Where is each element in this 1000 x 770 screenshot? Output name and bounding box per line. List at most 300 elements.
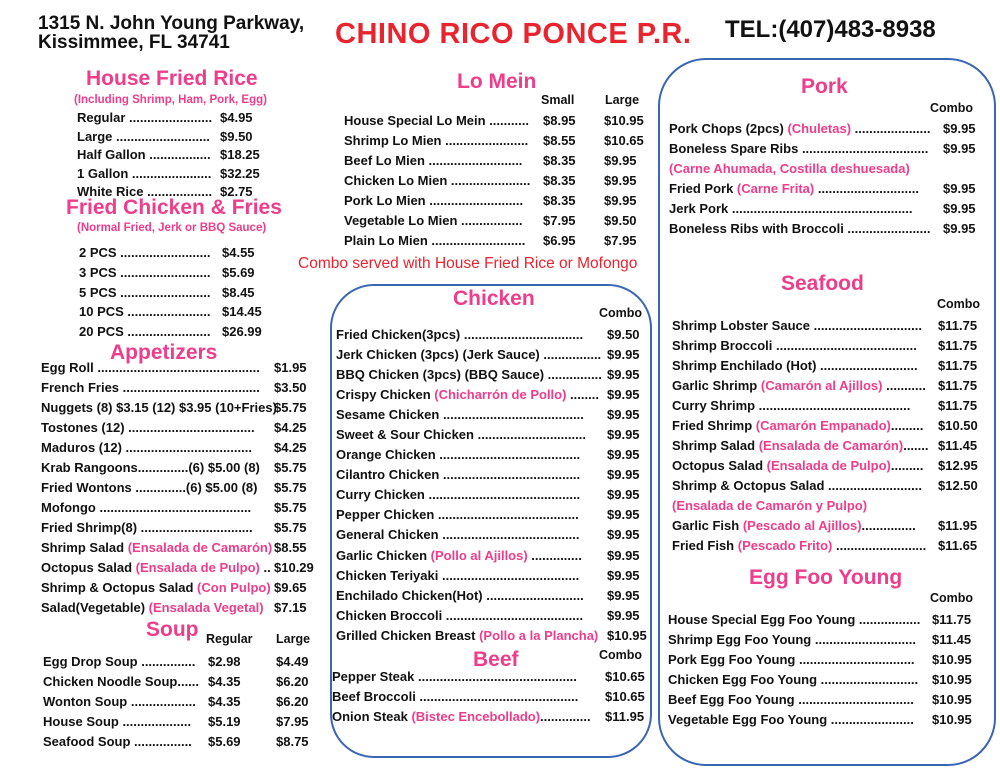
item-name: Wonton Soup .................. [43,694,196,709]
item-spanish-name: (Pescado Frito) [737,538,833,553]
item-leader: ........... [882,378,926,393]
item-price: $12.95 [938,458,978,473]
pork-col-combo: Combo [930,101,974,115]
pork-item [669,179,987,199]
item-price: $10.95 [932,652,972,667]
section-title-chicken: Chicken [453,287,535,310]
egg-foo-young-item [668,670,988,690]
item-name: Pepper Steak ............................................ [332,669,577,684]
item-price-large: $9.50 [604,213,637,228]
item-name: Mofongo .......................................... [41,500,252,515]
item-spanish-name: (Pescado al Ajillos) [742,518,862,533]
item-price: $9.95 [607,427,640,443]
item-spanish-name: (Chicharrón de Pollo) [434,387,567,403]
soup-list [43,652,323,752]
item-name: Enchilado Chicken(Hot) ........................... [336,587,584,603]
item-name: Egg Roll ............................................. [41,360,260,375]
item-price: $9.95 [943,141,976,156]
seafood-item [672,396,990,416]
item-leader: ........ [566,387,599,403]
section-title-appetizers: Appetizers [110,341,218,364]
item-price-large: $9.95 [604,173,637,188]
lo-mein-item [344,211,654,231]
item-price-large: $10.65 [604,133,644,148]
fried-chicken-item [79,283,309,303]
seafood-item [672,516,990,536]
item-price: $8.55 [543,133,576,148]
item-price: $5.75 [274,520,307,535]
soup-item [43,672,323,692]
soup-col-large: Large [276,632,311,646]
chicken-item [336,405,646,425]
lo-mein-item [344,111,654,131]
item-price-large: $6.20 [276,694,309,709]
egg-foo-young-item [668,650,988,670]
item-name: BBQ Chicken (3pcs) (BBQ Sauce) ............... [336,367,602,383]
item-leader: ..................... [851,121,931,136]
house-fried-rice-item [77,165,307,184]
item-name: Chicken Noodle Soup...... [43,674,200,689]
soup-item [43,732,323,752]
item-name: Pepper Chicken ....................................... [336,507,579,523]
seafood-item [672,316,990,336]
item-name: Pork Egg Foo Young ................................ [668,652,915,667]
item-name: Sesame Chicken ....................................... [336,407,584,423]
item-spanish-name: (Ensalada de Camarón) [127,540,273,555]
item-leader: .............. [540,709,591,724]
item-name: Garlic Fish [672,518,743,533]
item-price-large: $7.95 [276,714,309,729]
item-price: $9.65 [274,580,307,595]
item-price-large: $7.95 [604,233,637,248]
seafood-item [672,376,990,396]
appetizers-item [41,378,321,398]
phone-number: TEL:(407)483-8938 [725,16,936,43]
lo-mein-item [344,131,654,151]
chicken-list [336,325,646,646]
item-name: Beef Broccoli ............................................ [332,689,579,704]
appetizers-item [41,438,321,458]
item-leader: ......... [890,458,924,473]
item-price: $9.95 [607,587,640,603]
item-name: Beef Lo Mien .......................... [344,153,523,168]
beef-item [332,687,644,707]
item-name: Jerk Chicken (3pcs) (Jerk Sauce) ................ [336,347,602,363]
item-price: $4.25 [274,420,307,435]
item-price: $10.29 [274,560,314,575]
item-spanish-name: (Ensalada de Camarón y Pulpo) [672,498,868,513]
item-price: $4.35 [208,674,241,689]
item-price: $9.95 [607,367,640,383]
item-price: $9.95 [607,567,640,583]
item-name: Shrimp Lo Mien ....................... [344,133,529,148]
item-price: $9.95 [943,221,976,236]
fried-chicken-item [79,263,309,283]
item-price: $10.95 [932,672,972,687]
item-spanish-name: (Pollo a la Plancha) [479,627,599,643]
item-spanish-name: (Camarón Empanado) [755,418,891,433]
item-price: $10.65 [605,669,645,684]
item-name: Fried Fish [672,538,738,553]
item-name: Shrimp Salad [672,438,759,453]
item-name: Vegetable Lo Mien ................. [344,213,523,228]
item-price: $2.75 [220,184,253,199]
item-name: Pork Lo Mien .......................... [344,193,524,208]
item-name: Seafood Soup ................ [43,734,192,749]
item-name: 3 PCS ......................... [79,264,211,280]
item-spanish-name: (Carne Ahumada, Costilla deshuesada) [669,161,910,176]
item-price: $9.95 [607,387,640,403]
item-spanish-name: (Ensalada Vegetal) [148,600,264,615]
item-leader: ......................... [832,538,927,553]
seafood-col-combo: Combo [937,297,981,311]
item-price: $5.75 [274,400,307,415]
chicken-item [336,626,646,646]
item-spanish-name: (Con Pulpo) [197,580,271,595]
item-spanish-name: (Bistec Encebollado) [411,709,541,724]
appetizers-item [41,478,321,498]
egg-foo-young-item [668,630,988,650]
item-name: Garlic Shrimp [672,378,761,393]
chicken-item [336,385,646,405]
item-price: $14.45 [222,304,262,320]
item-spanish-name: (Pollo al Ajillos) [430,547,528,563]
egg-foo-young-item [668,710,988,730]
item-name: Salad(Vegetable) [41,600,149,615]
address-line-2: Kissimmee, FL 34741 [38,32,230,53]
section-title-pork: Pork [801,75,848,98]
item-name: Half Gallon ................. [77,147,211,162]
item-price: $12.50 [938,478,978,493]
item-price: $9.95 [607,527,640,543]
item-name: Onion Steak [332,709,412,724]
chicken-item [336,566,646,586]
item-name: Chicken Lo Mien ...................... [344,173,531,188]
seafood-item [672,356,990,376]
item-price: $10.50 [938,418,978,433]
item-price: $8.55 [274,540,307,555]
item-spanish-name: (Chuletas) [787,121,852,136]
appetizers-item [41,458,321,478]
item-name: Vegetable Egg Foo Young ....................... [668,712,914,727]
item-price: $4.25 [274,440,307,455]
egg-foo-young-item [668,610,988,630]
chicken-item [336,586,646,606]
item-name: Curry Chicken .......................................... [336,487,581,503]
lo-mein-list [344,111,654,251]
pork-item [669,139,987,159]
item-name: Fried Chicken(3pcs) ................................. [336,327,584,342]
soup-item [43,652,323,672]
item-price: $9.95 [607,487,640,503]
house-fried-rice-item [77,146,307,165]
section-title-soup: Soup [146,618,199,641]
item-price-large: $9.95 [604,153,637,168]
item-name: Fried Shrimp(8) ............................... [41,520,253,535]
appetizers-item [41,558,321,578]
item-price: $9.95 [607,467,640,483]
item-price: $11.45 [932,632,972,647]
item-price: $9.95 [607,507,640,523]
beef-item [332,667,644,687]
item-price: $6.95 [543,233,576,248]
egg-foo-young-col-combo: Combo [930,591,974,605]
item-name: Shrimp & Octopus Salad [41,580,198,595]
item-name: Jerk Pork .................................................. [669,201,913,216]
appetizers-item [41,498,321,518]
chicken-col-combo: Combo [599,306,643,320]
item-name: 2 PCS ......................... [79,245,211,260]
item-price-large: $4.49 [276,654,309,669]
address-line-1: 1315 N. John Young Parkway, [38,13,305,34]
soup-item [43,692,323,712]
lo-mein-item [344,171,654,191]
item-price: $18.25 [220,147,260,162]
item-name: Krab Rangoons..............(6) $5.00 (8) [41,460,260,475]
item-price: $11.75 [938,338,978,353]
item-price: $11.75 [938,378,978,393]
item-spanish-name: (Ensalada de Pulpo) [766,458,891,473]
item-price: $11.95 [605,709,645,724]
chicken-item [336,365,646,385]
item-spanish-name: (Carne Frita) [736,181,815,196]
item-price: $9.95 [607,607,640,623]
item-price: $9.95 [607,407,640,423]
item-name: 10 PCS ....................... [79,304,211,320]
seafood-item [672,496,990,516]
item-price: $10.95 [932,712,972,727]
item-name: 5 PCS ......................... [79,284,211,300]
chicken-item [336,485,646,505]
item-price: $8.35 [543,193,576,208]
item-name: Plain Lo Mien .......................... [344,233,526,248]
item-spanish-name: (Ensalada de Pulpo) [135,560,260,575]
lo-mein-item [344,231,654,251]
item-name: Pork Chops (2pcs) [669,121,788,136]
item-name: Octopus Salad [41,560,136,575]
appetizers-item [41,518,321,538]
pork-item [669,119,987,139]
item-price: $11.65 [938,538,978,553]
chicken-item [336,325,646,345]
fried-chicken-note: (Normal Fried, Jerk or BBQ Sauce) [77,222,267,234]
appetizers-list [41,358,321,618]
item-name: 20 PCS ....................... [79,324,211,340]
item-price-large: $9.95 [604,193,637,208]
section-title-lo-mein: Lo Mein [457,70,537,93]
appetizers-item [41,538,321,558]
house-fried-rice-item [77,128,307,147]
item-name: Shrimp Salad [41,540,128,555]
lo-mein-col-large: Large [605,93,640,107]
lo-mein-item [344,191,654,211]
item-name: Chicken Teriyaki ...................................... [336,567,580,583]
item-price: $5.75 [274,480,307,495]
lo-mein-col-small: Small [541,93,575,107]
house-fried-rice-note: (Including Shrimp, Ham, Pork, Egg) [74,94,267,106]
item-name: Egg Drop Soup ............... [43,654,196,669]
beef-item [332,707,644,727]
seafood-item [672,416,990,436]
item-price: $8.95 [543,113,576,128]
seafood-item [672,456,990,476]
fried-chicken-list [79,243,309,342]
address [38,14,304,52]
seafood-item [672,336,990,356]
item-name: Crispy Chicken [336,387,435,403]
item-price-large: $8.75 [276,734,309,749]
lo-mein-item [344,151,654,171]
combo-note: Combo served with House Fried Rice or Mofongo [298,255,638,272]
item-price: $5.69 [222,264,255,280]
item-price: $10.95 [607,627,647,643]
item-name: Boneless Ribs with Broccoli ....................... [669,221,931,236]
item-price: $4.55 [222,245,255,260]
seafood-item [672,476,990,496]
item-name: Nuggets (8) $3.15 (12) $3.95 (10+Fries) [41,400,277,415]
item-price: $5.75 [274,500,307,515]
egg-foo-young-list [668,610,988,730]
item-price: $11.75 [938,398,978,413]
item-name: Fried Wontons ..............(6) $5.00 (8) [41,480,258,495]
item-leader: ....... [903,438,929,453]
item-name: Tostones (12) ................................... [41,420,255,435]
item-price: $4.95 [220,110,253,125]
item-price: $9.50 [220,128,253,144]
item-price: $11.75 [932,612,972,627]
chicken-item [336,505,646,525]
item-name: Maduros (12) ................................... [41,440,252,455]
item-price: $8.35 [543,153,576,168]
pork-item [669,199,987,219]
appetizers-item [41,358,321,378]
item-price: $11.45 [938,438,978,453]
item-name: Octopus Salad [672,458,767,473]
seafood-item [672,436,990,456]
section-title-egg-foo-young: Egg Foo Young [749,566,903,589]
soup-item [43,712,323,732]
item-name: Curry Shrimp .......................................... [672,398,911,413]
item-price: $32.25 [220,165,260,181]
item-spanish-name: (Ensalada de Camarón) [758,438,904,453]
section-title-fried-chicken: Fried Chicken & Fries [66,196,282,219]
item-name: French Fries ...................................... [41,380,260,395]
section-title-seafood: Seafood [781,272,864,295]
item-name: Orange Chicken ....................................... [336,447,581,463]
item-price: $1.95 [274,360,307,375]
egg-foo-young-item [668,690,988,710]
pork-list [669,119,987,239]
item-price: $10.95 [932,692,972,707]
chicken-item [336,546,646,566]
item-leader: .............. [527,547,582,563]
item-price: $7.95 [543,213,576,228]
item-price: $5.19 [208,714,241,729]
item-price: $7.15 [274,600,307,615]
appetizers-item [41,398,321,418]
chicken-item [336,345,646,365]
item-name: Chicken Egg Foo Young ........................... [668,672,919,687]
beef-list [332,667,644,727]
item-price: $9.95 [607,347,640,363]
beef-col-combo: Combo [599,648,643,662]
chicken-item [336,445,646,465]
item-price: $26.99 [222,324,262,340]
item-name: House Special Egg Foo Young ................. [668,612,921,627]
item-price: $9.95 [943,181,976,196]
house-fried-rice-list [77,109,307,202]
appetizers-item [41,598,321,618]
item-spanish-name: (Camarón al Ajillos) [760,378,883,393]
item-leader: ......... [890,418,924,433]
item-name: Fried Pork [669,181,737,196]
item-name: Chicken Broccoli ...................................... [336,607,584,623]
house-fried-rice-item [77,109,307,128]
item-name: Regular ....................... [77,110,213,125]
item-price: $8.35 [543,173,576,188]
item-price: $3.50 [274,380,307,395]
item-price: $10.65 [605,689,645,704]
item-price: $9.95 [943,201,976,216]
appetizers-item [41,418,321,438]
chicken-item [336,606,646,626]
appetizers-item [41,578,321,598]
item-name: General Chicken ...................................... [336,527,580,543]
item-price: $8.45 [222,284,255,300]
item-leader: ............... [861,518,916,533]
item-name: Boneless Spare Ribs ................................... [669,141,929,156]
fried-chicken-item [79,243,309,263]
section-title-house-fried-rice: House Fried Rice [86,67,258,90]
item-price: $4.35 [208,694,241,709]
item-price: $9.95 [607,447,640,463]
pork-item [669,159,987,179]
seafood-list [672,316,990,556]
chicken-item [336,425,646,445]
pork-item [669,219,987,239]
item-price: $9.95 [943,121,976,136]
item-price: $5.75 [274,460,307,475]
item-price: $11.75 [938,318,978,333]
item-leader: .. [259,560,271,575]
item-name: Shrimp Lobster Sauce .............................. [672,318,922,333]
item-name: House Special Lo Mein ........... [344,113,529,128]
fried-chicken-item [79,322,309,342]
item-price: $9.95 [607,547,640,563]
item-price: $11.95 [938,518,978,533]
item-name: Shrimp Egg Foo Young ............................ [668,632,916,647]
item-name: Shrimp Enchilado (Hot) ........................... [672,358,918,373]
chicken-item [336,525,646,545]
item-name: White Rice .................. [77,184,213,199]
item-price-large: $6.20 [276,674,309,689]
soup-col-regular: Regular [206,632,253,646]
item-name: Shrimp Broccoli ....................................... [672,338,917,353]
item-name: Shrimp & Octopus Salad .......................... [672,478,922,493]
item-price-large: $10.95 [604,113,644,128]
item-name: Fried Shrimp [672,418,756,433]
item-name: Cilantro Chicken ...................................... [336,467,581,483]
section-title-beef: Beef [473,648,519,671]
item-name: House Soup ................... [43,714,192,729]
item-leader: ............................ [814,181,919,196]
item-price: $11.75 [938,358,978,373]
item-name: Sweet & Sour Chicken .............................. [336,427,586,443]
item-name: Grilled Chicken Breast [336,627,480,643]
item-price: $5.69 [208,734,241,749]
seafood-item [672,536,990,556]
item-name: 1 Gallon ...................... [77,165,212,181]
